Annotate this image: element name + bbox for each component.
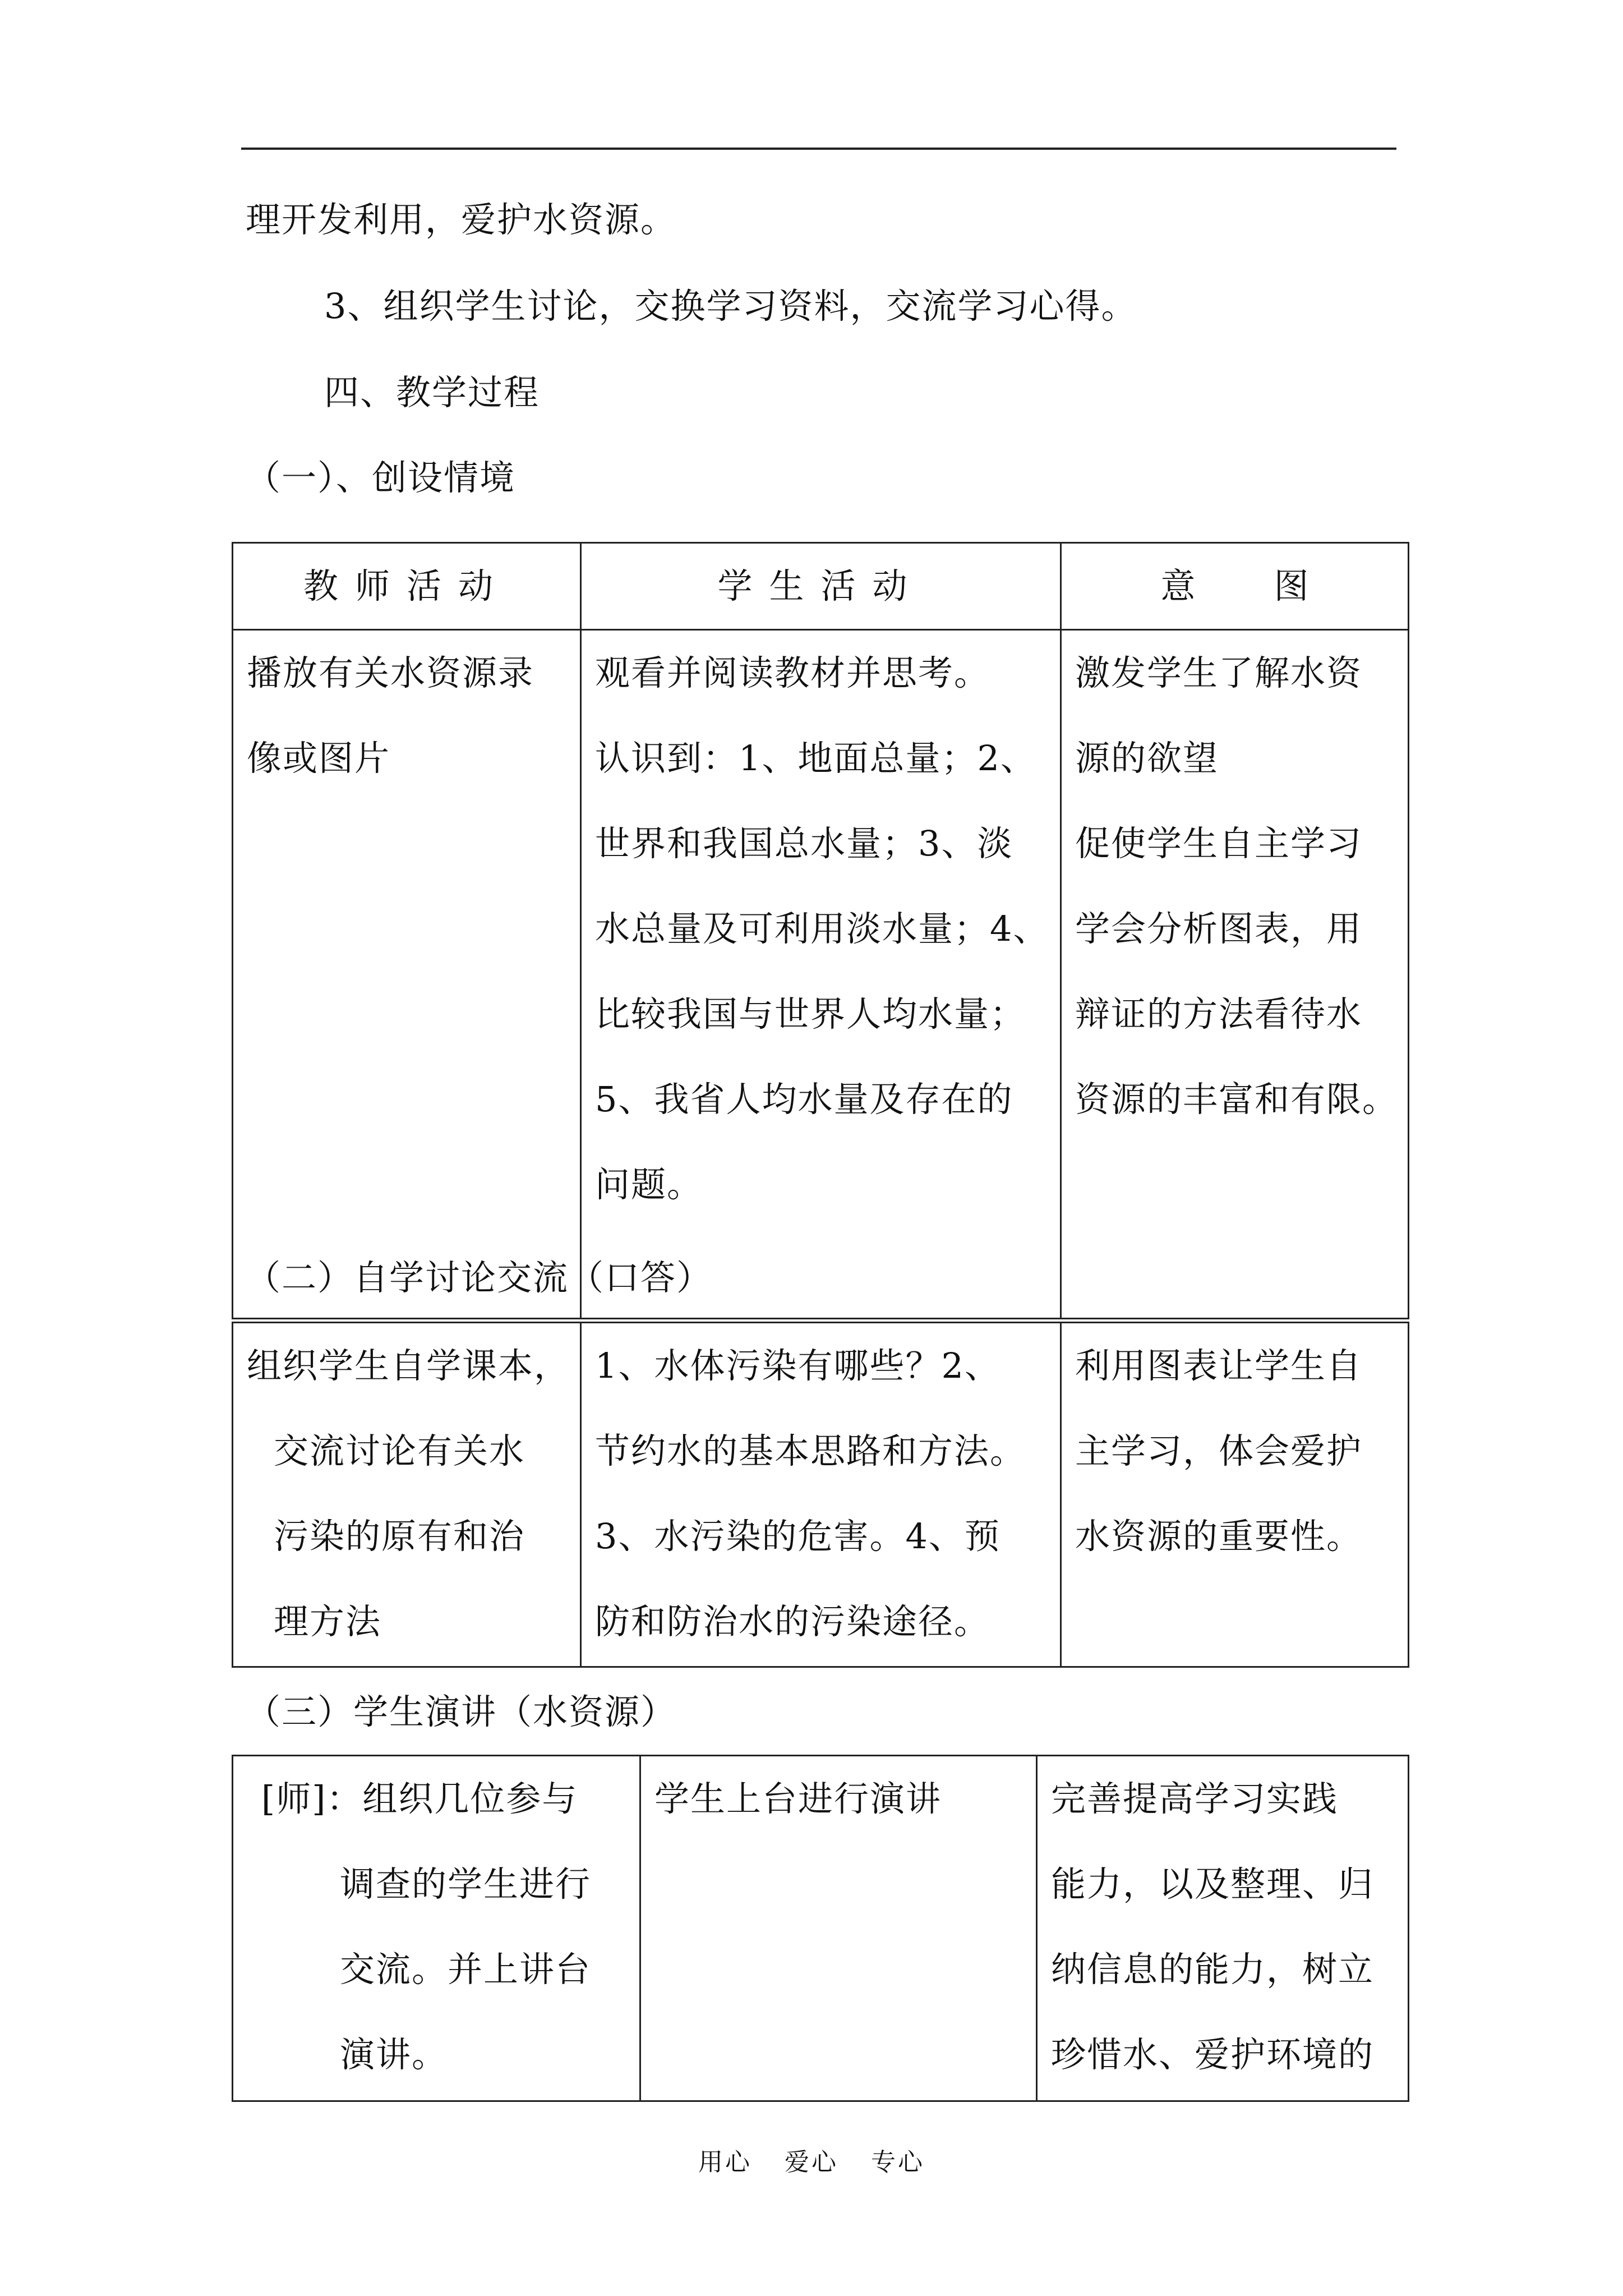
section-2-title: （二）自学讨论交流（口答）: [246, 1257, 713, 1298]
header-rule: [241, 148, 1396, 150]
header-intent: 意图: [1061, 543, 1409, 630]
intent-line: 水资源的重要性。: [1075, 1516, 1363, 1557]
teacher-line: 理方法: [274, 1601, 382, 1642]
student-line: 认识到：1、地面总量；2、: [595, 738, 1036, 779]
intent-line: 珍惜水、爱护环境的: [1051, 2034, 1375, 2075]
student-line: 世界和我国总水量；3、淡: [595, 823, 1013, 864]
intent-line: 辩证的方法看待水: [1075, 993, 1363, 1034]
table-speech: [232, 1755, 1409, 2102]
teacher-line: [师]：组织几位参与: [261, 1778, 578, 1819]
student-line: 节约水的基本思路和方法。: [595, 1430, 1026, 1471]
table-self-study: [232, 1322, 1409, 1668]
student-line: 1、水体污染有哪些？2、: [595, 1345, 1000, 1386]
teacher-line: 播放有关水资源录: [247, 652, 534, 693]
paragraph-2: 3、组织学生讨论，交换学习资料，交流学习心得。: [324, 286, 1137, 326]
student-line: 观看并阅读教材并思考。: [595, 652, 990, 693]
student-line: 5、我省人均水量及存在的: [595, 1079, 1013, 1120]
table3-student-cell: [640, 1756, 1037, 2101]
page-footer: 用心 爱心 专心: [698, 2148, 925, 2177]
teacher-line: 交流。并上讲台: [340, 1949, 592, 1990]
teacher-line: 像或图片: [247, 738, 391, 779]
intent-line: 完善提高学习实践: [1051, 1778, 1339, 1819]
intent-line: 利用图表让学生自: [1075, 1345, 1363, 1386]
intent-line: 源的欲望: [1075, 738, 1219, 779]
table2-intent-cell: [1061, 1323, 1409, 1667]
intent-line: 激发学生了解水资: [1075, 652, 1363, 693]
table1-teacher-cell: [233, 630, 581, 1319]
teacher-line: 调查的学生进行: [340, 1864, 592, 1904]
teacher-line: 演讲。: [340, 2034, 448, 2075]
section-3-title: （三）学生演讲（水资源）: [246, 1691, 677, 1732]
table3-intent-cell: [1037, 1756, 1409, 2101]
intent-line: 资源的丰富和有限。: [1075, 1079, 1399, 1120]
paragraph-heading-process: 四、教学过程: [324, 372, 540, 413]
table3-teacher-cell: [233, 1756, 640, 2101]
student-line: 比较我国与世界人均水量；: [595, 993, 1026, 1034]
teacher-line: 污染的原有和治: [274, 1516, 525, 1557]
student-line: 3、水污染的危害。4、预: [595, 1516, 1000, 1557]
student-line: 学生上台进行演讲: [654, 1778, 942, 1819]
table1-intent-cell: [1061, 630, 1409, 1319]
intent-line: 主学习，体会爱护: [1075, 1430, 1363, 1471]
intent-line: 促使学生自主学习: [1075, 823, 1363, 864]
table1-student-cell: [581, 630, 1061, 1319]
table2-student-cell: [581, 1323, 1061, 1667]
paragraph-1: 理开发利用，爱护水资源。: [246, 199, 677, 240]
intent-line: 纳信息的能力，树立: [1051, 1949, 1375, 1990]
student-line: 防和防治水的污染途径。: [595, 1601, 990, 1642]
header-teacher-activity: 教师活动: [233, 543, 581, 630]
table-situation: [232, 542, 1409, 1319]
table2-teacher-cell: [233, 1323, 581, 1667]
intent-line: 能力，以及整理、归: [1051, 1864, 1375, 1904]
student-line: 水总量及可利用淡水量；4、: [595, 908, 1049, 949]
teacher-line: 交流讨论有关水: [274, 1430, 525, 1471]
teacher-line: 组织学生自学课本，: [247, 1345, 570, 1386]
header-student-activity: 学生活动: [581, 543, 1061, 630]
section-1-title: （一）、创设情境: [246, 457, 516, 498]
intent-line: 学会分析图表，用: [1075, 908, 1363, 949]
student-line: 问题。: [595, 1164, 703, 1205]
